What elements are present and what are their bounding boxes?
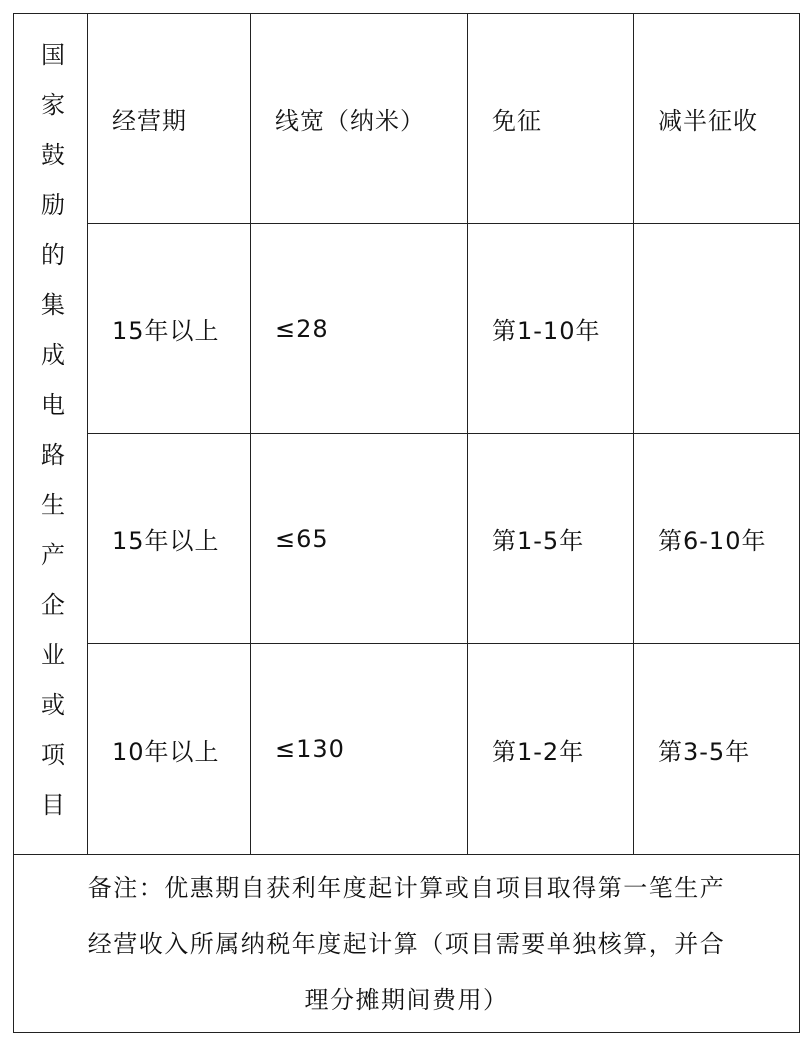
note-line-1: 备注：优惠期自获利年度起计算或自项目取得第一笔生产 — [87, 873, 726, 902]
table-row — [14, 224, 800, 434]
row-period: 10年以上 — [88, 644, 251, 855]
row-half: 第6-10年 — [634, 434, 800, 644]
note-line-2: 经营收入所属纳税年度起计算（项目需要单独核算，并合 — [87, 929, 726, 958]
side-label-cell — [14, 14, 88, 855]
row-period: 15年以上 — [88, 434, 251, 644]
row-period: 15年以上 — [88, 224, 251, 434]
header-row — [14, 14, 800, 224]
note-text — [88, 860, 726, 1028]
row-exempt: 第1-10年 — [468, 224, 634, 434]
header-linewidth: 线宽（纳米） — [251, 14, 468, 224]
row-exempt: 第1-5年 — [468, 434, 634, 644]
row-linewidth: ≤130 — [251, 644, 468, 855]
tax-incentive-table — [13, 13, 800, 1033]
side-label: 国家鼓励的集成电路生产企业或项目 — [36, 42, 65, 842]
note-cell — [14, 855, 800, 1033]
row-exempt: 第1-2年 — [468, 644, 634, 855]
note-line-3: 理分摊期间费用） — [304, 985, 509, 1014]
row-linewidth: ≤65 — [251, 434, 468, 644]
row-half — [634, 224, 800, 434]
note-row — [14, 855, 800, 1033]
row-half: 第3-5年 — [634, 644, 800, 855]
row-linewidth: ≤28 — [251, 224, 468, 434]
table-row — [14, 434, 800, 644]
header-exempt: 免征 — [468, 14, 634, 224]
header-period: 经营期 — [88, 14, 251, 224]
header-half: 减半征收 — [634, 14, 800, 224]
table-row — [14, 644, 800, 855]
